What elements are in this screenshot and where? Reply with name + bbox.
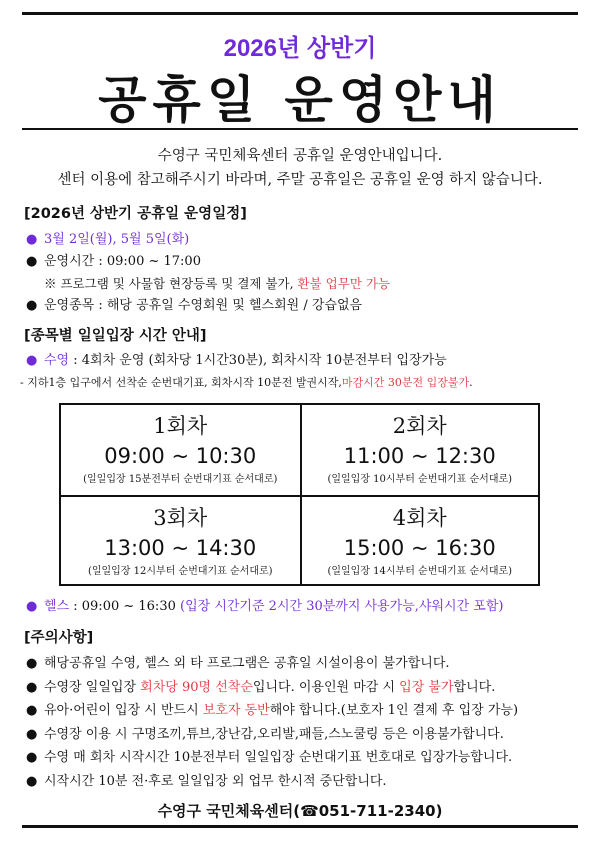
intro-text — [0, 144, 600, 192]
phone-number: 051-711-2340) — [318, 802, 443, 820]
daily-heading: [종목별 일일입장 시간 안내] — [24, 328, 207, 344]
caution-item: ● 수영 매 회차 시작시간 10분전부터 일일입장 순번대기표 번호대로 입장가능합니다. — [24, 746, 518, 770]
footer-contact — [0, 800, 600, 821]
bullet-icon: ● — [26, 750, 38, 765]
daily-gym-line: ● 헬스 : 09:00 ~ 16:30 (입장 시간기준 2시간 30분까지 사용가능,샤워시간 포함) — [24, 596, 503, 618]
phone-icon: ☎ — [300, 802, 319, 820]
session-note: (일일입장 15분전부터 순번대기표 순서대로) — [83, 474, 278, 485]
caution-item: ● 수영장 일일입장 회차당 90명 선착순입니다. 이용인원 마감 시 입장 불가합니다. — [24, 676, 518, 700]
session-time: 15:00 ~ 16:30 — [343, 535, 496, 560]
title-divider — [22, 128, 578, 130]
session-time: 11:00 ~ 12:30 — [343, 444, 496, 468]
session-cell — [61, 495, 300, 585]
intro-line-1: 수영구 국민체육센터 공휴일 운영안내입니다. — [157, 148, 443, 164]
session-note: (일일입장 12시부터 순번대기표 순서대로) — [87, 565, 273, 577]
notice-title: 공휴일 운영안내 — [98, 71, 502, 129]
bottom-rule — [22, 825, 578, 828]
bullet-icon: ● — [26, 599, 38, 614]
session-name: 1회차 — [153, 414, 208, 438]
session-note: (일일입장 14시부터 순번대기표 순서대로) — [327, 565, 513, 577]
session-name: 4회차 — [392, 505, 447, 530]
swim-label: 수영 — [44, 353, 70, 368]
schedule-types: ● 운영종목 : 해당 공휴일 수영회원 및 헬스회원 / 강습없음 — [24, 295, 390, 317]
bullet-icon: ● — [26, 232, 38, 247]
session-note: (일일입장 10시부터 순번대기표 순서대로) — [327, 474, 513, 485]
caution-item: ● 해당공휴일 수영, 헬스 외 타 프로그램은 공휴일 시설이용이 불가합니다. — [24, 652, 518, 676]
center-name: 수영구 국민체육센터( — [157, 802, 301, 820]
bullet-icon: ● — [26, 679, 38, 695]
caution-item: ● 시작시간 10분 전·후로 일일입장 외 업무 한시적 중단합니다. — [24, 770, 518, 794]
session-cell — [61, 405, 300, 495]
bullet-icon: ● — [26, 773, 38, 789]
schedule-note: ※ 프로그램 및 사물함 현장등록 및 결제 불가, 환불 업무만 가능 — [44, 276, 391, 291]
session-table — [59, 403, 540, 586]
intro-line-2: 센터 이용에 참고해주시기 바라며, 주말 공휴일은 공휴일 운영 하지 않습니다. — [57, 172, 543, 188]
session-cell — [300, 405, 539, 495]
bullet-icon: ● — [26, 254, 38, 269]
bullet-icon: ● — [26, 298, 38, 313]
bullet-icon: ● — [26, 353, 38, 368]
caution-list — [24, 652, 518, 793]
session-name: 3회차 — [153, 505, 208, 530]
gym-label: 헬스 — [44, 599, 70, 614]
schedule-dates: ● 3월 2일(월), 5월 5일(화) — [24, 229, 390, 251]
caution-item: ● 수영장 이용 시 구명조끼,튜브,장난감,오리발,패들,스노쿨링 등은 이용불가합니다. — [24, 723, 518, 747]
notice-subtitle: 2026년 상반기 — [223, 35, 377, 62]
schedule-hours: ● 운영시간 : 09:00 ~ 17:00 — [24, 251, 390, 273]
top-rule — [22, 12, 578, 15]
bullet-icon: ● — [26, 703, 38, 718]
caution-heading: [주의사항] — [24, 630, 94, 646]
swim-ticket-note: - 지하1층 입구에서 선착순 순번대기표, 회차시작 10분전 발권시작,마감시간 30분전 입장불가. — [20, 376, 473, 389]
session-cell — [300, 495, 539, 585]
caution-item: ● 유아·어린이 입장 시 반드시 보호자 동반해야 합니다.(보호자 1인 결제 후 입장 가능) — [24, 699, 518, 723]
schedule-heading: [2026년 상반기 공휴일 운영일정] — [24, 206, 247, 222]
session-time: 09:00 ~ 10:30 — [104, 444, 257, 468]
bullet-icon: ● — [26, 726, 38, 742]
schedule-list — [24, 229, 390, 317]
session-time: 13:00 ~ 14:30 — [104, 535, 257, 560]
daily-swim-line: ● 수영 : 4회차 운영 (회차당 1시간30분), 회차시작 10분전부터 입장가능 — [24, 350, 447, 372]
session-name: 2회차 — [392, 414, 447, 438]
bullet-icon: ● — [26, 656, 38, 671]
